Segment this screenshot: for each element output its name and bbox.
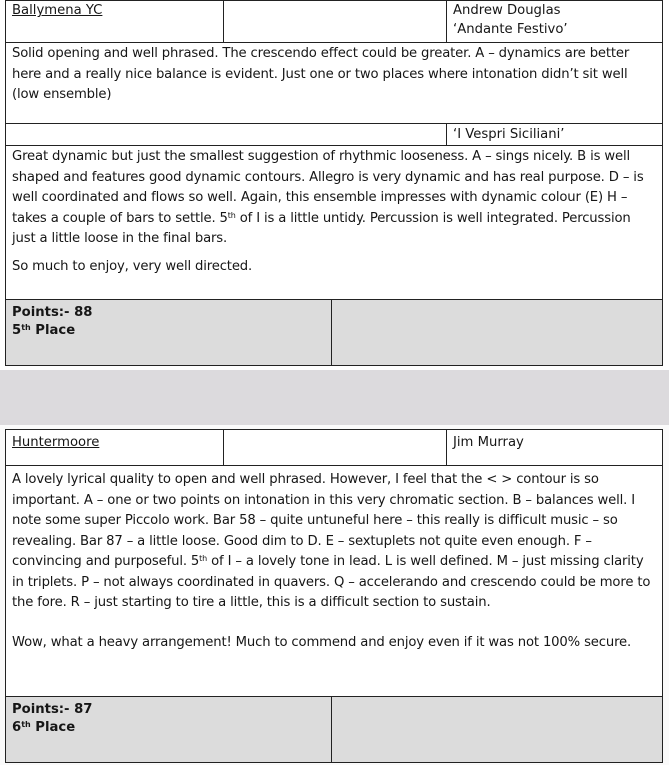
comment-2	[6, 146, 662, 298]
place-text: 6th Place	[12, 720, 76, 735]
place-text: 5th Place	[12, 323, 76, 338]
empty-cell	[331, 300, 662, 365]
comment-1-text: Solid opening and well phrased. The crescendo effect could be greater. A – dynamics are better here and a really nice balance is evident. Just one or two places where intonation didn’t sit well (low ensemble)	[12, 46, 630, 102]
empty-cell	[6, 124, 446, 145]
piece-cell	[446, 124, 662, 145]
comment-1	[6, 43, 662, 124]
piece-title: ‘I Vespri Siciliani’	[453, 127, 565, 142]
conductor-name: Andrew Douglas	[453, 3, 561, 18]
conductor-cell	[446, 1, 662, 42]
points-text: Points:- 87 6th Place	[6, 697, 331, 737]
points-row	[6, 299, 662, 365]
header-row	[6, 430, 662, 466]
piece-row	[6, 124, 662, 146]
comment-2-text: Great dynamic but just the smallest suggestion of rhythmic looseness. A – sings nicely. B is well shaped and features good dynamic contours. Allegro is very dynamic and has real purpose. D – is well coordinated and flows so well. Again, this ensemble impresses with dynamic colour (E) H – takes a couple of bars to settle. 5th of I is a little untidy. Percussion is well integrated. Percussion just a little loose in the final bars.	[12, 149, 644, 246]
piece-title: ‘Andante Festivo’	[453, 22, 568, 37]
comment-1	[6, 466, 662, 686]
empty-cell	[223, 1, 446, 42]
page-gap	[0, 370, 669, 425]
conductor-cell	[446, 430, 662, 465]
empty-cell	[331, 697, 662, 762]
points-cell	[6, 300, 331, 365]
adjudication-card-ballymena	[5, 0, 663, 366]
points-text: Points:- 88 5th Place	[6, 300, 331, 340]
conductor-name: Jim Murray	[453, 435, 524, 450]
band-cell	[6, 430, 223, 465]
points-cell	[6, 697, 331, 762]
empty-cell	[223, 430, 446, 465]
comment-1-summary: Wow, what a heavy arrangement! Much to commend and enjoy even if it was not 100% secure.	[12, 634, 632, 650]
points-row	[6, 696, 662, 762]
band-name: Ballymena YC	[12, 3, 103, 18]
band-name: Huntermoore	[12, 435, 100, 450]
header-row	[6, 1, 662, 43]
band-cell	[6, 1, 223, 42]
adjudication-card-huntermoore	[5, 429, 663, 763]
comment-2-summary: So much to enjoy, very well directed.	[12, 258, 253, 274]
comment-1-text: A lovely lyrical quality to open and well phrased. However, I feel that the < > contour is so important. A – one or two points on intonation in this very chromatic section. B – balances well. I note some super Piccolo work. Bar 58 – quite untuneful here – this really is difficult music – so revealing. Bar 87 – a little loose. Good dim to D. E – sextuplets not quite even enough. F – convincing and purposeful. 5th of I – a lovely tone in lead. L is well defined. M – just missing clarity in triplets. P – not always coordinated in quavers. Q – accelerando and crescendo could be more to the fore. R – just starting to tire a little, this is a difficult section to sustain.	[12, 472, 651, 610]
